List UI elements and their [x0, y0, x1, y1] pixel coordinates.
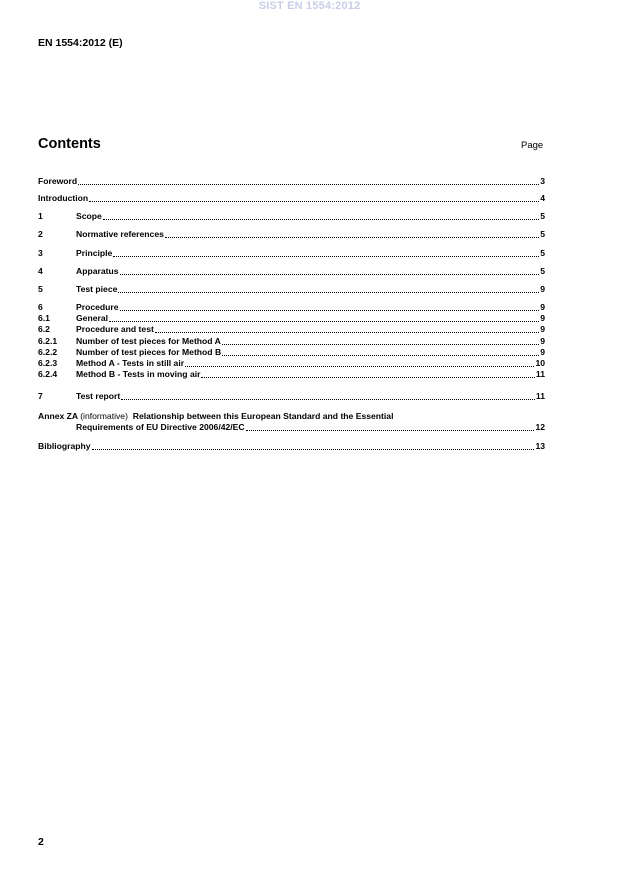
toc-leader-dots: [121, 391, 535, 400]
toc-entry-number: 1: [38, 211, 43, 221]
toc-entry-test-pieces-method-a[interactable]: [38, 336, 545, 347]
toc-entry-page: 13: [535, 441, 545, 451]
toc-leader-dots: [155, 324, 539, 333]
watermark: SIST EN 1554:2012: [258, 0, 361, 12]
toc-entry-bibliography[interactable]: [38, 441, 545, 452]
toc-entry-normative-references[interactable]: [38, 229, 545, 240]
toc-leader-dots: [78, 176, 539, 185]
toc-entry-title: Principle: [76, 248, 113, 258]
toc-entry-page: 10: [535, 358, 545, 368]
toc-entry-page: 4: [540, 193, 545, 203]
toc-leader-dots: [109, 313, 539, 322]
toc-entry-number: 3: [38, 248, 43, 258]
toc-entry-page: 9: [540, 347, 545, 357]
toc-entry-foreword[interactable]: [38, 176, 545, 187]
toc-entry-title: Test report: [76, 391, 121, 401]
toc-entry-page: 9: [540, 302, 545, 312]
toc-entry-page: 5: [540, 229, 545, 239]
toc-leader-dots: [222, 347, 539, 356]
toc-leader-dots: [113, 248, 539, 257]
toc-entry-procedure-and-test[interactable]: [38, 324, 545, 335]
toc-entry-title: Number of test pieces for Method A: [76, 336, 221, 346]
toc-entry-number: 6: [38, 302, 43, 312]
toc-entry-procedure[interactable]: [38, 302, 545, 313]
annex-title-line2: Requirements of EU Directive 2006/42/EC: [76, 422, 245, 432]
toc-entry-number: 6.2.1: [38, 336, 58, 346]
toc-entry-title: Apparatus: [76, 266, 119, 276]
toc-entry-title: Test piece: [76, 284, 118, 294]
page-column-label: Page: [521, 140, 544, 151]
toc-entry-annex-za[interactable]: [38, 422, 545, 433]
toc-leader-dots: [222, 336, 539, 345]
toc-entry-page: 9: [540, 284, 545, 294]
annex-title-line1: Relationship between this European Standard and the Essential: [132, 411, 394, 421]
toc-entry-test-piece[interactable]: [38, 284, 545, 295]
toc-entry-annex-za-line1[interactable]: [38, 411, 393, 421]
annex-label: Annex ZA: [38, 411, 78, 421]
toc-entry-page: 5: [540, 248, 545, 258]
toc-entry-number: 5: [38, 284, 43, 294]
toc-leader-dots: [246, 422, 535, 431]
toc-entry-test-report[interactable]: [38, 391, 545, 402]
toc-leader-dots: [201, 369, 534, 378]
toc-leader-dots: [92, 441, 535, 450]
toc-entry-number: 2: [38, 229, 43, 239]
toc-leader-dots: [165, 229, 539, 238]
toc-entry-page: 11: [535, 369, 545, 379]
toc-entry-title: Number of test pieces for Method B: [76, 347, 222, 357]
page-number: 2: [38, 836, 44, 848]
toc-entry-title: Method A - Tests in still air: [76, 358, 185, 368]
toc-entry-test-pieces-method-b[interactable]: [38, 347, 545, 358]
toc-entry-page: 9: [540, 324, 545, 334]
toc-entry-scope[interactable]: [38, 211, 545, 222]
toc-leader-dots: [185, 358, 534, 367]
annex-qualifier: (informative): [80, 411, 128, 421]
toc-entry-number: 6.2: [38, 324, 50, 334]
toc-entry-title: Method B - Tests in moving air: [76, 369, 201, 379]
toc-entry-number: 7: [38, 391, 43, 401]
toc-entry-page: 11: [535, 391, 545, 401]
toc-entry-title: Introduction: [38, 193, 89, 203]
toc-leader-dots: [103, 211, 539, 220]
contents-title: Contents: [38, 136, 101, 152]
toc-entry-page: 9: [540, 336, 545, 346]
toc-leader-dots: [120, 302, 540, 311]
toc-entry-title: Foreword: [38, 176, 78, 186]
toc-entry-title: Scope: [76, 211, 102, 221]
toc-entry-number: 6.2.3: [38, 358, 58, 368]
toc-entry-title: Procedure and test: [76, 324, 154, 334]
toc-entry-introduction[interactable]: [38, 193, 545, 204]
toc-leader-dots: [120, 266, 540, 275]
toc-entry-title: General: [76, 313, 109, 323]
toc-entry-page: 5: [540, 266, 545, 276]
toc-entry-number: 6.2.4: [38, 369, 58, 379]
document-id-header: EN 1554:2012 (E): [38, 37, 123, 49]
toc-entry-title: Procedure: [76, 302, 119, 312]
toc-entry-title: Bibliography: [38, 441, 91, 451]
toc-entry-number: 4: [38, 266, 43, 276]
toc-entry-number: 6.2.2: [38, 347, 58, 357]
toc-entry-page: 9: [540, 313, 545, 323]
toc-entry-general[interactable]: [38, 313, 545, 324]
toc-entry-method-a-still-air[interactable]: [38, 358, 545, 369]
toc-leader-dots: [89, 193, 539, 202]
toc-entry-method-b-moving-air[interactable]: [38, 369, 545, 380]
toc-entry-page: 5: [540, 211, 545, 221]
toc-entry-apparatus[interactable]: [38, 266, 545, 277]
toc-leader-dots: [118, 284, 539, 293]
toc-entry-number: 6.1: [38, 313, 50, 323]
toc-entry-page: 12: [535, 422, 545, 432]
toc-entry-title: Normative references: [76, 229, 164, 239]
toc-entry-page: 3: [540, 176, 545, 186]
toc-entry-principle[interactable]: [38, 248, 545, 259]
